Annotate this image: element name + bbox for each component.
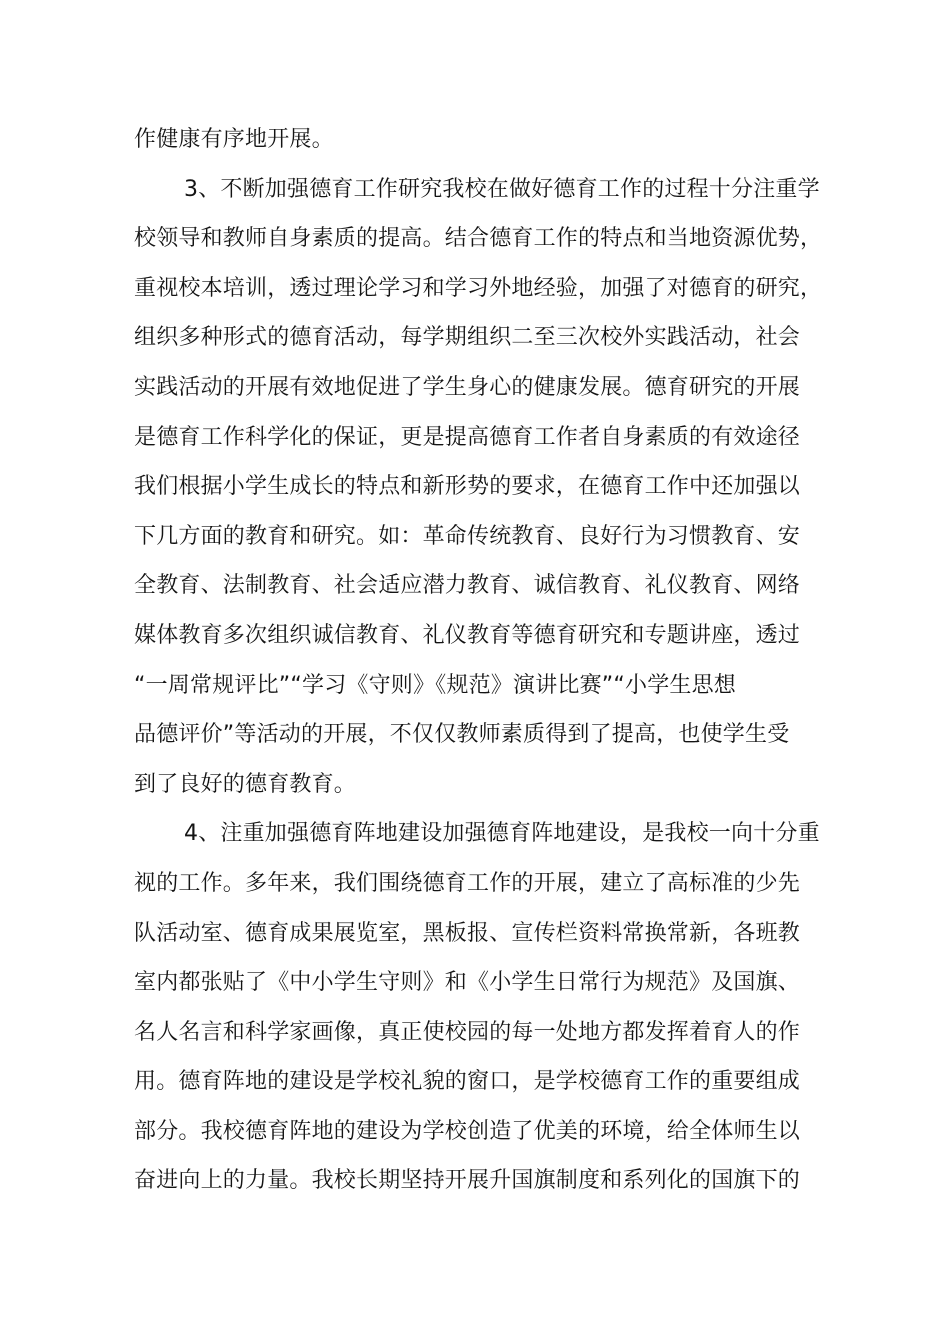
text-line: 到了良好的德育教育。 (134, 771, 357, 797)
text-line: 部分。我校德育阵地的建设为学校创造了优美的环境，给全体师生以 (134, 1118, 801, 1144)
document-body (134, 115, 834, 1206)
text-line: 实践活动的开展有效地促进了学生身心的健康发展。德育研究的开展 (134, 374, 801, 400)
text-line: 奋进向上的力量。我校长期坚持开展升国旗制度和系列化的国旗下的 (134, 1168, 801, 1194)
paragraph-4-start: 4、注重加强德育阵地建设加强德育阵地建设，是我校一向十分重 (184, 821, 820, 847)
text-line: 我们根据小学生成长的特点和新形势的要求，在德育工作中还加强以 (134, 474, 801, 500)
text-line: 重视校本培训，透过理论学习和学习外地经验，加强了对德育的研究， (134, 275, 823, 301)
paragraph-3-start: 3、不断加强德育工作研究我校在做好德育工作的过程十分注重学 (184, 176, 820, 202)
text-line: 视的工作。多年来，我们围绕德育工作的开展，建立了高标准的少先 (134, 870, 801, 896)
text-line: 用。德育阵地的建设是学校礼貌的窗口，是学校德育工作的重要组成 (134, 1069, 801, 1095)
text-line: 作健康有序地开展。 (134, 127, 334, 152)
text-line: 校领导和教师自身素质的提高。结合德育工作的特点和当地资源优势， (134, 226, 823, 252)
text-line: 队活动室、德育成果展览室，黑板报、宣传栏资料常换常新，各班教 (134, 920, 801, 946)
text-line: 名人名言和科学家画像，真正使校园的每一处地方都发挥着育人的作 (134, 1019, 801, 1045)
text-line: 组织多种形式的德育活动，每学期组织二至三次校外实践活动，社会 (134, 325, 801, 351)
text-line: 媒体教育多次组织诚信教育、礼仪教育等德育研究和专题讲座，透过 (134, 622, 801, 648)
text-line: 是德育工作科学化的保证，更是提高德育工作者自身素质的有效途径 (134, 424, 801, 450)
text-line: 室内都张贴了《中小学生守则》和《小学生日常行为规范》及国旗、 (134, 970, 801, 996)
text-line: 下几方面的教育和研究。如：革命传统教育、良好行为习惯教育、安 (134, 523, 801, 549)
text-line: 品德评价”等活动的开展，不仅仅教师素质得到了提高，也使学生受 (134, 722, 790, 748)
text-line: 全教育、法制教育、社会适应潜力教育、诚信教育、礼仪教育、网络 (134, 573, 801, 599)
text-line: “一周常规评比”“学习《守则》《规范》演讲比赛”“小学生思想 (134, 672, 736, 698)
